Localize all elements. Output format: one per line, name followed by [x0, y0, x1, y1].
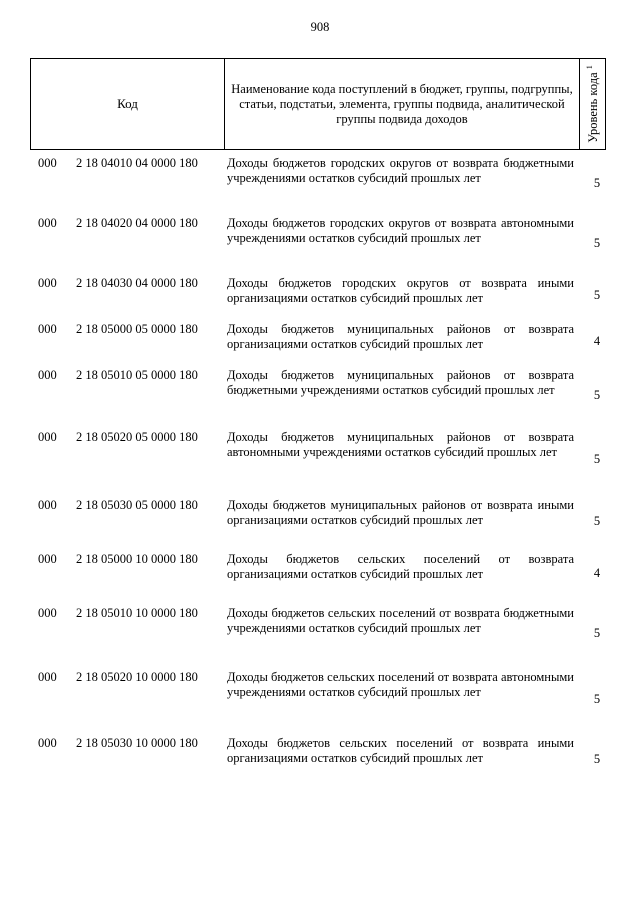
- row-prefix: 000: [38, 670, 57, 684]
- row-name: Доходы бюджетов городских округов от возврата иными организациями остатков субсидий прошлых лет: [227, 276, 574, 305]
- row-prefix: 000: [38, 552, 57, 566]
- row-prefix: 000: [38, 736, 57, 750]
- header-level: [580, 59, 607, 149]
- row-level: 5: [593, 176, 601, 190]
- row-name: Доходы бюджетов муниципальных районов от возврата бюджетными учреждениями остатков субсидий прошлых лет: [227, 368, 574, 397]
- row-prefix: 000: [38, 276, 57, 290]
- row-name: Доходы бюджетов сельских поселений от возврата организациями остатков субсидий прошлых лет: [227, 552, 574, 581]
- row-code: 2 18 05010 05 0000 180: [76, 368, 198, 382]
- row-code: 2 18 05030 10 0000 180: [76, 736, 198, 750]
- row-level: 5: [593, 514, 601, 528]
- page-number: 908: [310, 20, 330, 34]
- row-name: Доходы бюджетов городских округов от возврата бюджетными учреждениями остатков субсидий прошлых лет: [227, 156, 574, 185]
- row-name: Доходы бюджетов сельских поселений от возврата автономными учреждениями остатков субсидий прошлых лет: [227, 670, 574, 699]
- row-level: 4: [593, 566, 601, 580]
- row-code: 2 18 05020 10 0000 180: [76, 670, 198, 684]
- row-code: 2 18 05020 05 0000 180: [76, 430, 198, 444]
- header-name: Наименование кода поступлений в бюджет, группы, подгруппы, статьи, подстатьи, элемента, группы подвида, аналитической группы подвида доходов: [225, 59, 580, 149]
- row-prefix: 000: [38, 368, 57, 382]
- header-level-footnote: 1: [584, 65, 594, 70]
- row-level: 5: [593, 692, 601, 706]
- row-prefix: 000: [38, 216, 57, 230]
- row-prefix: 000: [38, 430, 57, 444]
- row-name: Доходы бюджетов муниципальных районов от возврата автономными учреждениями остатков субсидий прошлых лет: [227, 430, 574, 459]
- row-code: 2 18 05010 10 0000 180: [76, 606, 198, 620]
- row-level: 5: [593, 288, 601, 302]
- row-code: 2 18 05000 05 0000 180: [76, 322, 198, 336]
- row-level: 5: [593, 388, 601, 402]
- header-code: Код: [31, 59, 225, 149]
- row-code: 2 18 05000 10 0000 180: [76, 552, 198, 566]
- row-code: 2 18 04020 04 0000 180: [76, 216, 198, 230]
- row-level: 4: [593, 334, 601, 348]
- header-level-label: [585, 65, 601, 143]
- row-level: 5: [593, 626, 601, 640]
- row-name: Доходы бюджетов городских округов от возврата автономными учреждениями остатков субсидий прошлых лет: [227, 216, 574, 245]
- row-level: 5: [593, 752, 601, 766]
- row-name: Доходы бюджетов муниципальных районов от возврата организациями остатков субсидий прошлых лет: [227, 322, 574, 351]
- row-code: 2 18 05030 05 0000 180: [76, 498, 198, 512]
- row-name: Доходы бюджетов муниципальных районов от возврата иными организациями остатков субсидий прошлых лет: [227, 498, 574, 527]
- row-level: 5: [593, 452, 601, 466]
- row-code: 2 18 04030 04 0000 180: [76, 276, 198, 290]
- row-prefix: 000: [38, 606, 57, 620]
- row-prefix: 000: [38, 498, 57, 512]
- row-name: Доходы бюджетов сельских поселений от возврата бюджетными учреждениями остатков субсидий прошлых лет: [227, 606, 574, 635]
- row-prefix: 000: [38, 322, 57, 336]
- table-header: [30, 58, 606, 150]
- row-name: Доходы бюджетов сельских поселений от возврата иными организациями остатков субсидий прошлых лет: [227, 736, 574, 765]
- row-prefix: 000: [38, 156, 57, 170]
- row-level: 5: [593, 236, 601, 250]
- row-code: 2 18 04010 04 0000 180: [76, 156, 198, 170]
- header-level-text: Уровень кода: [586, 72, 601, 143]
